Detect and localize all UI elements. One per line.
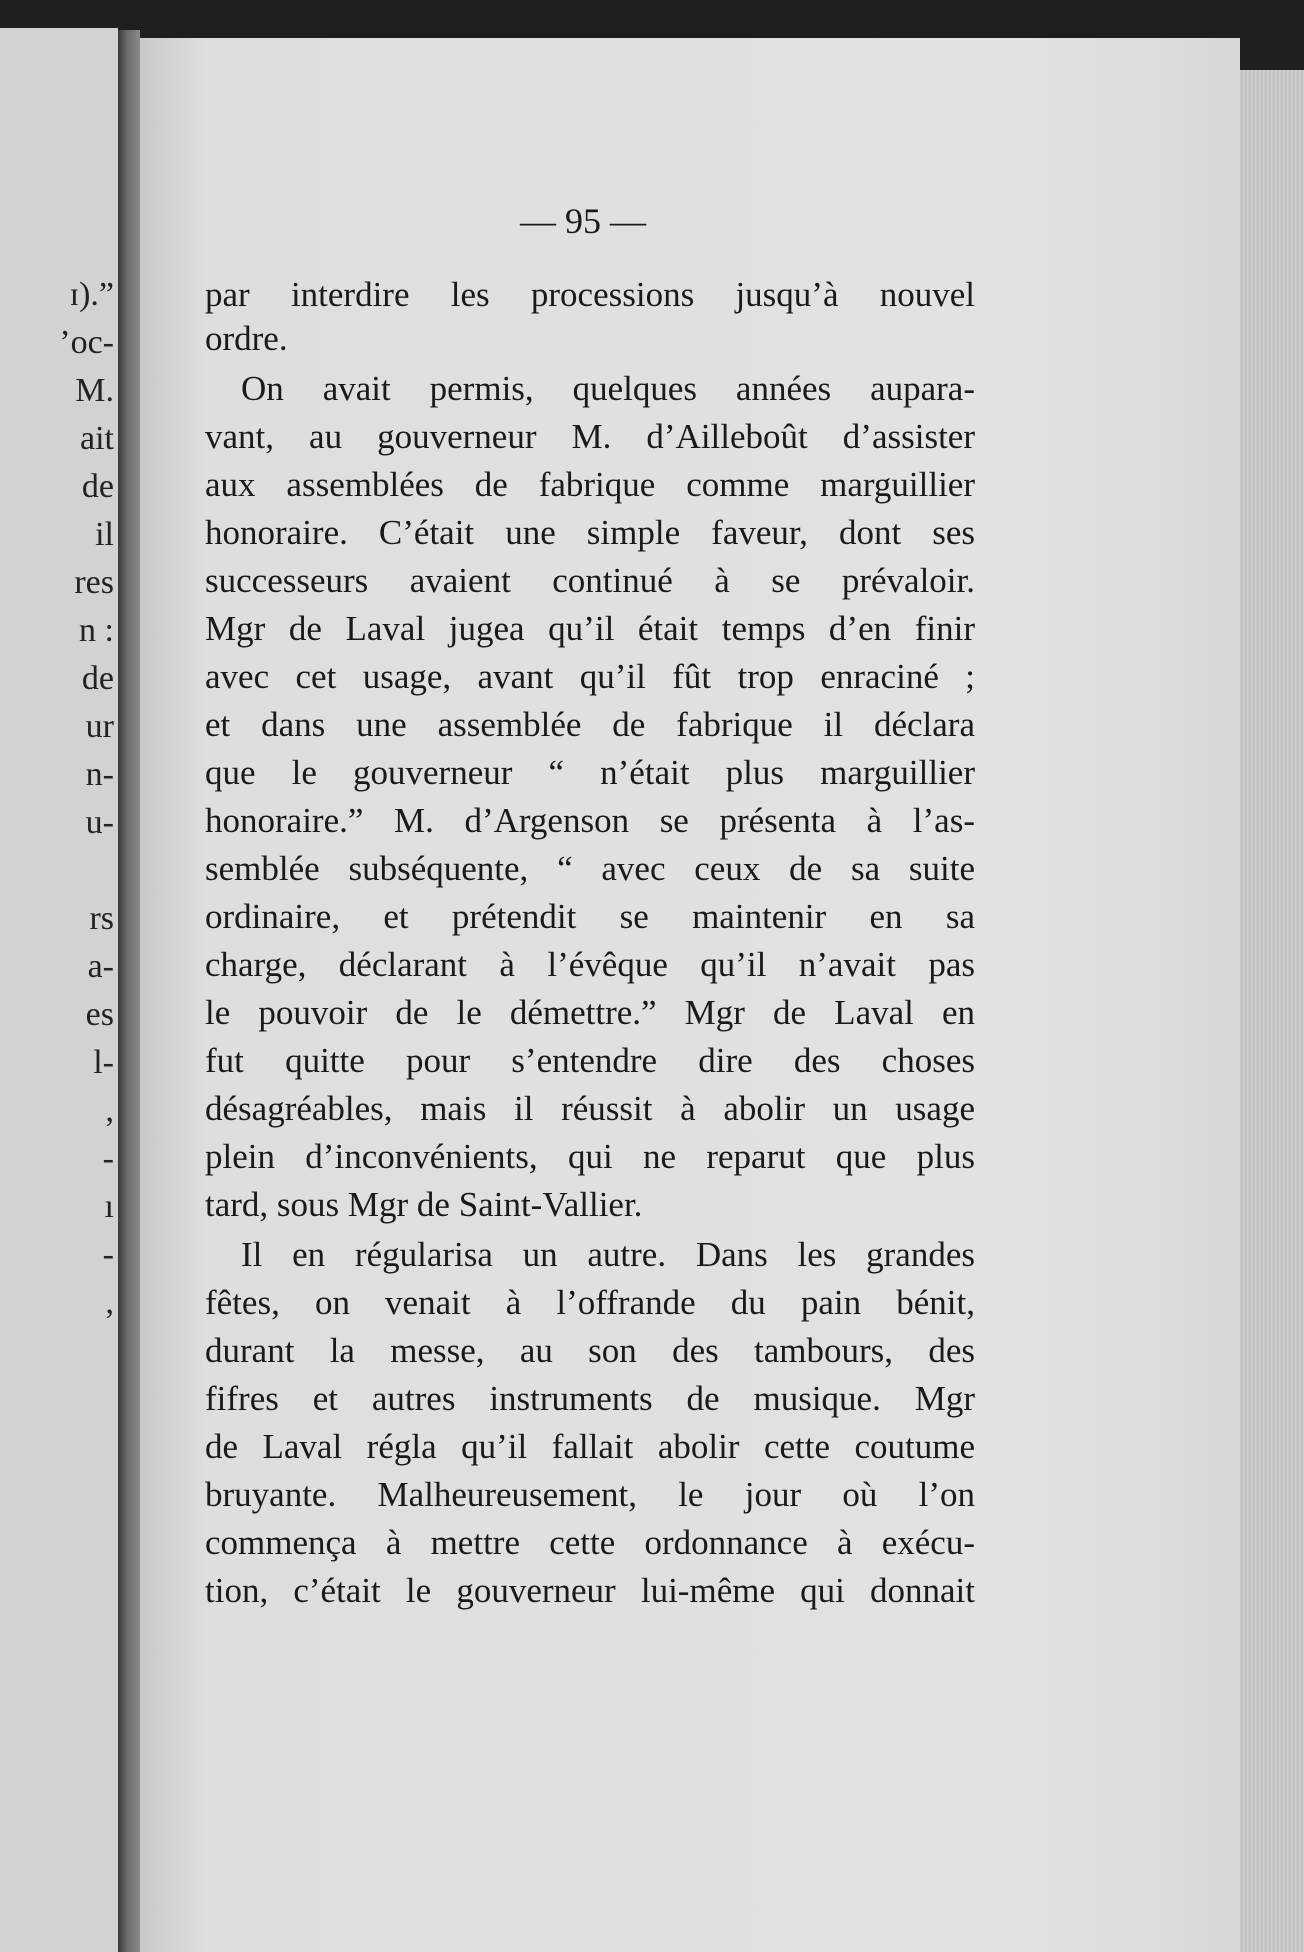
text-line: vant, au gouverneur M. d’Ailleboût d’assister — [205, 417, 975, 456]
text-line: tion, c’était le gouverneur lui-même qui donnait — [205, 1571, 975, 1610]
left-page-fragment: n : — [79, 612, 114, 649]
text-line: avec cet usage, avant qu’il fût trop enraciné ; — [205, 657, 975, 696]
text-line: désagréables, mais il réussit à abolir un usage — [205, 1089, 975, 1128]
text-line: aux assemblées de fabrique comme marguillier — [205, 465, 975, 504]
text-line: semblée subséquente, “ avec ceux de sa suite — [205, 849, 975, 888]
left-page-fragment: ait — [80, 420, 114, 457]
text-line: successeurs avaient continué à se prévaloir. — [205, 561, 975, 600]
left-page-fragment: ı — [104, 1188, 114, 1225]
text-line: ordre. — [205, 319, 288, 358]
text-line: durant la messe, au son des tambours, des — [205, 1331, 975, 1370]
left-page-fragment: - — [102, 1140, 114, 1177]
left-page-fragment: l- — [93, 1044, 114, 1081]
text-line: On avait permis, quelques années aupara- — [241, 369, 975, 408]
left-page — [0, 28, 118, 1952]
left-page-fragment: , — [105, 1092, 114, 1129]
book-gutter — [118, 30, 140, 1952]
left-page-fragment: es — [85, 996, 114, 1033]
left-page-fragment: ɪ).” — [69, 276, 114, 313]
left-page-fragment: res — [74, 564, 114, 601]
text-line: fifres et autres instruments de musique. Mgr — [205, 1379, 975, 1418]
text-line: par interdire les processions jusqu’à nouvel — [205, 275, 975, 314]
left-page-fragment: M. — [75, 372, 114, 409]
text-line: charge, déclarant à l’évêque qu’il n’avait pas — [205, 945, 975, 984]
text-line: fut quitte pour s’entendre dire des choses — [205, 1041, 975, 1080]
text-line: honoraire.” M. d’Argenson se présenta à l’as- — [205, 801, 975, 840]
left-page-fragment: il — [95, 516, 114, 553]
page-number: — 95 — — [520, 201, 646, 241]
text-line: commença à mettre cette ordonnance à exécu- — [205, 1523, 975, 1562]
left-page-fragment: a- — [87, 948, 114, 985]
text-line: fêtes, on venait à l’offrande du pain bénit, — [205, 1283, 975, 1322]
text-line: ordinaire, et prétendit se maintenir en sa — [205, 897, 975, 936]
text-line: plein d’inconvénients, qui ne reparut que plus — [205, 1137, 975, 1176]
page-edge — [1240, 70, 1304, 1952]
left-page-fragment: de — [81, 660, 114, 697]
text-line: Mgr de Laval jugea qu’il était temps d’en finir — [205, 609, 975, 648]
left-page-fragment: n- — [85, 756, 114, 793]
left-page-fragment: - — [102, 1236, 114, 1273]
left-page-fragment: u- — [85, 804, 114, 841]
left-page-fragment: rs — [89, 900, 114, 937]
text-line: Il en régularisa un autre. Dans les grandes — [241, 1235, 975, 1274]
left-page-fragment: ur — [85, 708, 114, 745]
text-line: tard, sous Mgr de Saint-Vallier. — [205, 1185, 643, 1224]
text-line: et dans une assemblée de fabrique il déclara — [205, 705, 975, 744]
text-line: le pouvoir de le démettre.” Mgr de Laval en — [205, 993, 975, 1032]
text-line: bruyante. Malheureusement, le jour où l’on — [205, 1475, 975, 1514]
left-page-fragment: , — [105, 1284, 114, 1321]
left-page-fragment: de — [81, 468, 114, 505]
text-line: de Laval régla qu’il fallait abolir cette coutume — [205, 1427, 975, 1466]
text-line: honoraire. C’était une simple faveur, dont ses — [205, 513, 975, 552]
left-page-fragment: ’oc- — [59, 324, 114, 361]
text-line: que le gouverneur “ n’était plus marguillier — [205, 753, 975, 792]
